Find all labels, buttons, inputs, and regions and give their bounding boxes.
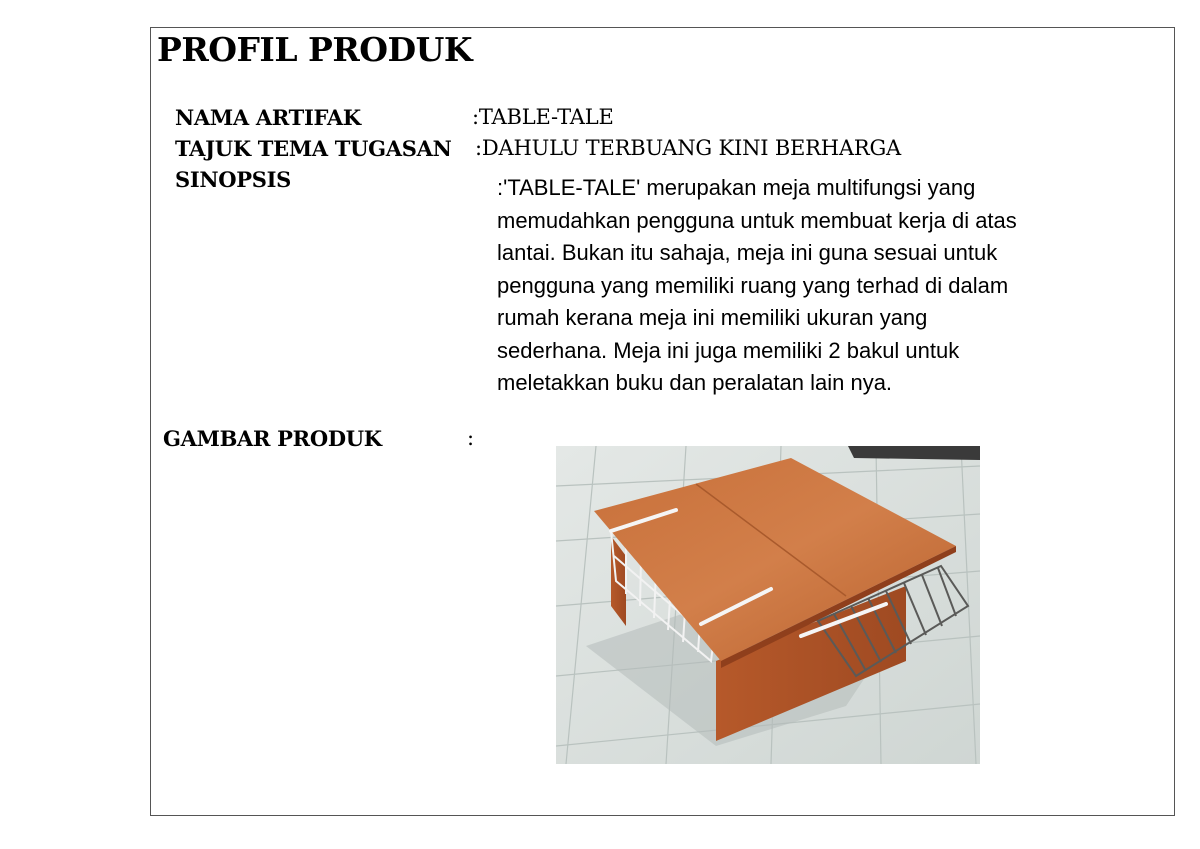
value-nama-artifak: :TABLE-TALE — [472, 105, 614, 129]
product-photo — [556, 446, 980, 764]
synopsis-text — [497, 172, 1097, 400]
synopsis-line: memudahkan pengguna untuk membuat kerja di atas — [497, 207, 1017, 233]
synopsis-line: sederhana. Meja ini juga memiliki 2 bakul untuk — [497, 337, 960, 363]
synopsis-line: meletakkan buku dan peralatan lain nya. — [497, 370, 893, 395]
label-sinopsis: SINOPSIS — [175, 167, 292, 192]
value-gambar-produk: : — [467, 426, 474, 450]
synopsis-line: lantai. Bukan itu sahaja, meja ini guna sesuai untuk — [497, 240, 998, 265]
background-object — [848, 446, 980, 460]
label-nama-artifak: NAMA ARTIFAK — [175, 105, 361, 130]
synopsis-line: rumah kerana meja ini memiliki ukuran yang — [497, 305, 928, 330]
synopsis-line: :'TABLE-TALE' merupakan meja multifungsi yang — [497, 175, 976, 200]
label-gambar-produk: GAMBAR PRODUK — [163, 426, 382, 451]
synopsis-line: pengguna yang memiliki ruang yang terhad di dalam — [497, 272, 1009, 298]
label-tajuk-tema: TAJUK TEMA TUGASAN — [175, 136, 452, 161]
page-title: PROFIL PRODUK — [157, 30, 473, 69]
value-tajuk-tema: :DAHULU TERBUANG KINI BERHARGA — [475, 136, 902, 160]
